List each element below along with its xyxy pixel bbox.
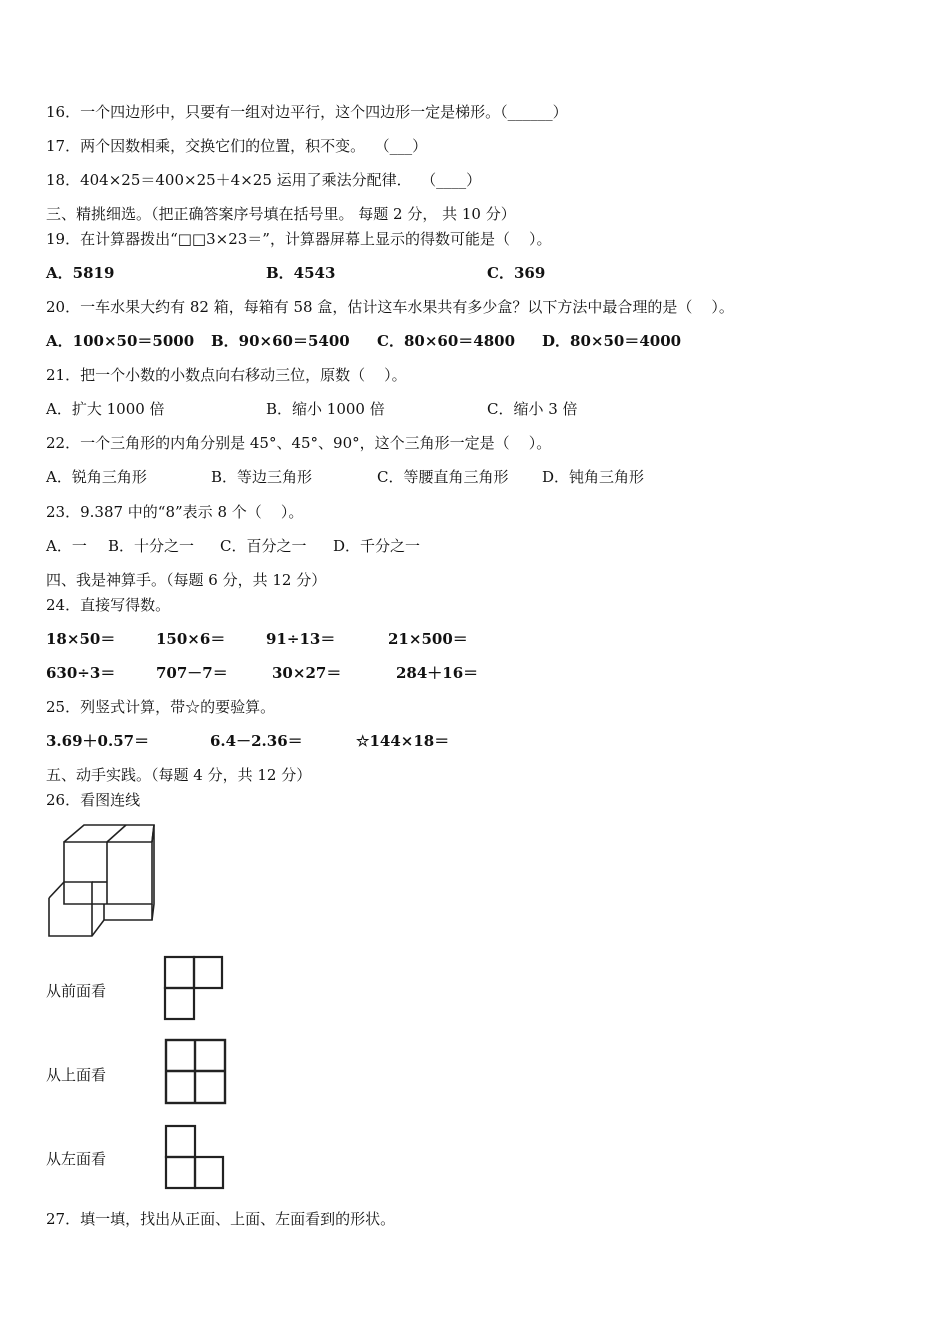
- q20-option-c[interactable]: C．80×60＝4800: [377, 332, 516, 350]
- q21-option-a[interactable]: A．扩大 1000 倍: [46, 400, 165, 418]
- q24-item: 284＋16＝: [396, 664, 479, 682]
- q20-option-b[interactable]: B．90×60＝5400: [211, 332, 350, 350]
- q23-option-d[interactable]: D．千分之一: [333, 537, 421, 555]
- q24-item: 630÷3＝: [46, 664, 116, 682]
- q25-item: ☆144×18＝: [356, 732, 450, 750]
- question-24: 24．直接写得数。: [46, 596, 171, 614]
- q22-option-c[interactable]: C．等腰直角三角形: [377, 468, 509, 486]
- front-view-shape[interactable]: [163, 955, 225, 1021]
- section-3-heading: 三、精挑细选。（把正确答案序号填在括号里。 每题 2 分， 共 10 分）: [46, 205, 516, 223]
- q21-option-b[interactable]: B．缩小 1000 倍: [266, 400, 385, 418]
- question-26: 26．看图连线: [46, 791, 141, 809]
- top-view-shape[interactable]: [164, 1038, 228, 1106]
- question-20: 20．一车水果大约有 82 箱，每箱有 58 盒，估计这车水果共有多少盒？以下方法中最合理的是（ ）。: [46, 298, 734, 316]
- q19-option-a[interactable]: A．5819: [46, 264, 115, 282]
- q23-option-c[interactable]: C．百分之一: [220, 537, 307, 555]
- question-16: 16．一个四边形中，只要有一组对边平行，这个四边形一定是梯形。（______）: [46, 103, 568, 121]
- q25-item: 6.4－2.36＝: [210, 732, 303, 750]
- question-19: 19．在计算器拨出“□□3×23＝”，计算器屏幕上显示的得数可能是（ ）。: [46, 230, 552, 248]
- q24-item: 150×6＝: [156, 630, 226, 648]
- q22-option-b[interactable]: B．等边三角形: [211, 468, 313, 486]
- question-22: 22．一个三角形的内角分别是 45°、45°、90°，这个三角形一定是（ ）。: [46, 434, 552, 452]
- q24-item: 18×50＝: [46, 630, 116, 648]
- q22-option-a[interactable]: A．锐角三角形: [46, 468, 147, 486]
- question-21: 21．把一个小数的小数点向右移动三位，原数（ ）。: [46, 366, 407, 384]
- cube-stack-figure: [44, 820, 158, 940]
- view-front-label: 从前面看: [46, 982, 107, 1000]
- question-27: 27．填一填，找出从正面、上面、左面看到的形状。: [46, 1210, 396, 1228]
- q20-option-a[interactable]: A．100×50＝5000: [46, 332, 195, 350]
- view-left-label: 从左面看: [46, 1150, 107, 1168]
- q24-item: 30×27＝: [272, 664, 342, 682]
- q24-item: 707－7＝: [156, 664, 228, 682]
- q19-option-c[interactable]: C．369: [487, 264, 546, 282]
- view-top-label: 从上面看: [46, 1066, 107, 1084]
- question-17: 17．两个因数相乘，交换它们的位置，积不变。 （___）: [46, 137, 428, 155]
- section-5-heading: 五、动手实践。（每题 4 分，共 12 分）: [46, 766, 312, 784]
- question-23: 23．9.387 中的“8”表示 8 个（ ）。: [46, 503, 304, 521]
- q23-option-b[interactable]: B．十分之一: [108, 537, 195, 555]
- q24-item: 91÷13＝: [266, 630, 336, 648]
- left-view-shape[interactable]: [164, 1124, 226, 1190]
- question-18: 18．404×25＝400×25＋4×25 运用了乘法分配律． （____）: [46, 171, 482, 189]
- q20-option-d[interactable]: D．80×50＝4000: [542, 332, 682, 350]
- q21-option-c[interactable]: C．缩小 3 倍: [487, 400, 578, 418]
- section-4-heading: 四、我是神算手。（每题 6 分，共 12 分）: [46, 571, 327, 589]
- question-25: 25．列竖式计算，带☆的要验算。: [46, 698, 276, 716]
- q24-item: 21×500＝: [388, 630, 468, 648]
- q19-option-b[interactable]: B．4543: [266, 264, 336, 282]
- q23-option-a[interactable]: A．一: [46, 537, 87, 555]
- q25-item: 3.69＋0.57＝: [46, 732, 150, 750]
- q22-option-d[interactable]: D．钝角三角形: [542, 468, 645, 486]
